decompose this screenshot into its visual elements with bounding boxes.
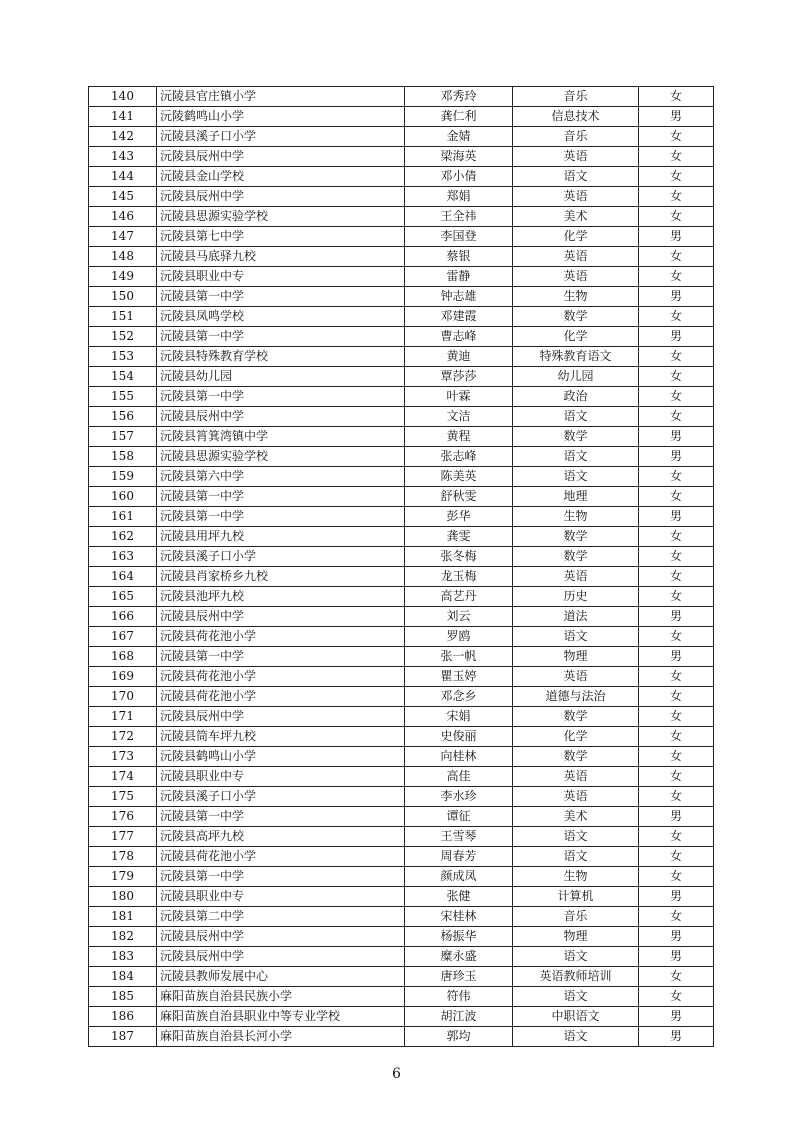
cell-gender: 女 — [639, 207, 714, 227]
cell-school: 沅陵县凤鸣学校 — [157, 307, 405, 327]
cell-subject: 化学 — [513, 727, 639, 747]
cell-gender: 女 — [639, 247, 714, 267]
cell-subject: 英语 — [513, 667, 639, 687]
cell-school: 沅陵县筒车坪九校 — [157, 727, 405, 747]
cell-gender: 女 — [639, 527, 714, 547]
table-row — [89, 147, 714, 167]
cell-gender: 女 — [639, 307, 714, 327]
cell-school: 沅陵县荷花池小学 — [157, 847, 405, 867]
cell-no: 150 — [89, 287, 157, 307]
cell-school: 沅陵县辰州中学 — [157, 707, 405, 727]
cell-no: 149 — [89, 267, 157, 287]
cell-school: 沅陵县肖家桥乡九校 — [157, 567, 405, 587]
cell-name: 杨振华 — [405, 927, 513, 947]
cell-gender: 女 — [639, 587, 714, 607]
table-row — [89, 727, 714, 747]
cell-no: 182 — [89, 927, 157, 947]
table-row — [89, 167, 714, 187]
cell-name: 龙玉梅 — [405, 567, 513, 587]
roster-table — [88, 86, 714, 1047]
cell-school: 沅陵县荷花池小学 — [157, 667, 405, 687]
cell-gender: 女 — [639, 187, 714, 207]
page-number: 6 — [392, 1066, 401, 1082]
cell-school: 沅陵县荷花池小学 — [157, 627, 405, 647]
cell-subject: 生物 — [513, 507, 639, 527]
cell-no: 166 — [89, 607, 157, 627]
cell-gender: 女 — [639, 147, 714, 167]
cell-subject: 政治 — [513, 387, 639, 407]
cell-gender: 男 — [639, 507, 714, 527]
table-row — [89, 1007, 714, 1027]
cell-gender: 女 — [639, 787, 714, 807]
table-row — [89, 867, 714, 887]
cell-no: 183 — [89, 947, 157, 967]
cell-name: 史俊丽 — [405, 727, 513, 747]
cell-name: 周春芳 — [405, 847, 513, 867]
table-row — [89, 887, 714, 907]
cell-school: 沅陵县思源实验学校 — [157, 207, 405, 227]
table-row — [89, 787, 714, 807]
cell-no: 144 — [89, 167, 157, 187]
cell-school: 沅陵县辰州中学 — [157, 607, 405, 627]
cell-no: 181 — [89, 907, 157, 927]
cell-gender: 男 — [639, 327, 714, 347]
cell-subject: 语文 — [513, 627, 639, 647]
cell-no: 141 — [89, 107, 157, 127]
cell-school: 沅陵县职业中专 — [157, 267, 405, 287]
cell-school: 沅陵县金山学校 — [157, 167, 405, 187]
cell-no: 142 — [89, 127, 157, 147]
cell-no: 171 — [89, 707, 157, 727]
cell-name: 高艺丹 — [405, 587, 513, 607]
cell-name: 谭征 — [405, 807, 513, 827]
cell-gender: 男 — [639, 607, 714, 627]
cell-name: 糜永盛 — [405, 947, 513, 967]
cell-subject: 幼儿园 — [513, 367, 639, 387]
cell-no: 165 — [89, 587, 157, 607]
cell-subject: 数学 — [513, 527, 639, 547]
cell-name: 曹志峰 — [405, 327, 513, 347]
cell-school: 沅陵县第一中学 — [157, 647, 405, 667]
cell-no: 148 — [89, 247, 157, 267]
cell-no: 162 — [89, 527, 157, 547]
cell-subject: 物理 — [513, 647, 639, 667]
table-row — [89, 827, 714, 847]
cell-gender: 女 — [639, 547, 714, 567]
cell-name: 舒秋雯 — [405, 487, 513, 507]
table-row — [89, 207, 714, 227]
cell-gender: 女 — [639, 727, 714, 747]
cell-school: 沅陵县马底驿九校 — [157, 247, 405, 267]
cell-subject: 语文 — [513, 167, 639, 187]
cell-school: 沅陵县思源实验学校 — [157, 447, 405, 467]
cell-no: 161 — [89, 507, 157, 527]
cell-name: 叶霖 — [405, 387, 513, 407]
cell-no: 173 — [89, 747, 157, 767]
cell-name: 王雪琴 — [405, 827, 513, 847]
cell-no: 146 — [89, 207, 157, 227]
table-row — [89, 547, 714, 567]
cell-name: 瞿玉婷 — [405, 667, 513, 687]
cell-school: 沅陵县辰州中学 — [157, 147, 405, 167]
cell-school: 麻阳苗族自治县民族小学 — [157, 987, 405, 1007]
cell-subject: 语文 — [513, 447, 639, 467]
cell-subject: 美术 — [513, 207, 639, 227]
cell-school: 麻阳苗族自治县长河小学 — [157, 1027, 405, 1047]
cell-gender: 女 — [639, 867, 714, 887]
cell-school: 沅陵县第一中学 — [157, 807, 405, 827]
table-row — [89, 287, 714, 307]
cell-no: 147 — [89, 227, 157, 247]
table-row — [89, 487, 714, 507]
cell-school: 沅陵县溪子口小学 — [157, 787, 405, 807]
table-row — [89, 907, 714, 927]
table-row — [89, 307, 714, 327]
cell-gender: 女 — [639, 407, 714, 427]
table-row — [89, 767, 714, 787]
cell-no: 167 — [89, 627, 157, 647]
cell-name: 向桂林 — [405, 747, 513, 767]
cell-gender: 女 — [639, 747, 714, 767]
cell-name: 李国登 — [405, 227, 513, 247]
cell-subject: 数学 — [513, 307, 639, 327]
cell-school: 麻阳苗族自治县职业中等专业学校 — [157, 1007, 405, 1027]
cell-name: 高佳 — [405, 767, 513, 787]
cell-no: 151 — [89, 307, 157, 327]
cell-name: 邓小倩 — [405, 167, 513, 187]
cell-name: 龚仁利 — [405, 107, 513, 127]
cell-no: 163 — [89, 547, 157, 567]
table-row — [89, 427, 714, 447]
cell-subject: 音乐 — [513, 907, 639, 927]
cell-subject: 生物 — [513, 867, 639, 887]
cell-no: 145 — [89, 187, 157, 207]
table-row — [89, 87, 714, 107]
cell-school: 沅陵县第一中学 — [157, 287, 405, 307]
cell-gender: 女 — [639, 167, 714, 187]
cell-no: 168 — [89, 647, 157, 667]
cell-name: 金婧 — [405, 127, 513, 147]
cell-subject: 历史 — [513, 587, 639, 607]
cell-school: 沅陵县特殊教育学校 — [157, 347, 405, 367]
table-row — [89, 367, 714, 387]
cell-gender: 女 — [639, 347, 714, 367]
cell-no: 155 — [89, 387, 157, 407]
table-row — [89, 987, 714, 1007]
table-row — [89, 327, 714, 347]
table-row — [89, 587, 714, 607]
cell-no: 153 — [89, 347, 157, 367]
cell-subject: 生物 — [513, 287, 639, 307]
cell-name: 邓建霞 — [405, 307, 513, 327]
cell-subject: 英语 — [513, 787, 639, 807]
table-row — [89, 227, 714, 247]
cell-subject: 化学 — [513, 327, 639, 347]
table-row — [89, 467, 714, 487]
cell-gender: 女 — [639, 767, 714, 787]
cell-no: 143 — [89, 147, 157, 167]
cell-no: 176 — [89, 807, 157, 827]
cell-gender: 女 — [639, 707, 714, 727]
cell-no: 156 — [89, 407, 157, 427]
cell-no: 159 — [89, 467, 157, 487]
cell-name: 邓念乡 — [405, 687, 513, 707]
cell-subject: 中职语文 — [513, 1007, 639, 1027]
table-row — [89, 527, 714, 547]
table-row — [89, 567, 714, 587]
cell-name: 张冬梅 — [405, 547, 513, 567]
cell-name: 文洁 — [405, 407, 513, 427]
table-row — [89, 107, 714, 127]
cell-subject: 特殊教育语文 — [513, 347, 639, 367]
cell-subject: 地理 — [513, 487, 639, 507]
cell-gender: 男 — [639, 647, 714, 667]
cell-gender: 男 — [639, 447, 714, 467]
cell-subject: 音乐 — [513, 87, 639, 107]
table-row — [89, 267, 714, 287]
cell-gender: 女 — [639, 987, 714, 1007]
cell-name: 蔡银 — [405, 247, 513, 267]
cell-subject: 化学 — [513, 227, 639, 247]
cell-name: 张一帆 — [405, 647, 513, 667]
cell-gender: 男 — [639, 807, 714, 827]
cell-name: 邓秀玲 — [405, 87, 513, 107]
cell-no: 164 — [89, 567, 157, 587]
cell-subject: 英语 — [513, 767, 639, 787]
table-row — [89, 607, 714, 627]
cell-subject: 语文 — [513, 407, 639, 427]
cell-name: 颜成凤 — [405, 867, 513, 887]
table-row — [89, 627, 714, 647]
cell-name: 张健 — [405, 887, 513, 907]
cell-name: 宋娟 — [405, 707, 513, 727]
cell-gender: 男 — [639, 107, 714, 127]
cell-gender: 女 — [639, 687, 714, 707]
cell-name: 龚雯 — [405, 527, 513, 547]
cell-subject: 英语教师培训 — [513, 967, 639, 987]
cell-gender: 女 — [639, 967, 714, 987]
cell-subject: 语文 — [513, 987, 639, 1007]
cell-subject: 数学 — [513, 427, 639, 447]
cell-school: 沅陵县第二中学 — [157, 907, 405, 927]
cell-school: 沅陵县第一中学 — [157, 487, 405, 507]
table-row — [89, 707, 714, 727]
cell-no: 157 — [89, 427, 157, 447]
cell-subject: 语文 — [513, 1027, 639, 1047]
cell-school: 沅陵县第一中学 — [157, 387, 405, 407]
cell-gender: 男 — [639, 287, 714, 307]
cell-name: 胡江波 — [405, 1007, 513, 1027]
cell-school: 沅陵县辰州中学 — [157, 947, 405, 967]
table-row — [89, 947, 714, 967]
cell-gender: 女 — [639, 387, 714, 407]
table-row — [89, 967, 714, 987]
cell-school: 沅陵县溪子口小学 — [157, 547, 405, 567]
cell-subject: 英语 — [513, 247, 639, 267]
cell-no: 186 — [89, 1007, 157, 1027]
cell-subject: 语文 — [513, 467, 639, 487]
cell-school: 沅陵县第一中学 — [157, 327, 405, 347]
cell-name: 黄程 — [405, 427, 513, 447]
cell-no: 152 — [89, 327, 157, 347]
cell-gender: 女 — [639, 367, 714, 387]
cell-subject: 道德与法治 — [513, 687, 639, 707]
cell-name: 李水珍 — [405, 787, 513, 807]
cell-gender: 女 — [639, 827, 714, 847]
cell-name: 黄迪 — [405, 347, 513, 367]
cell-name: 彭华 — [405, 507, 513, 527]
cell-school: 沅陵县职业中专 — [157, 767, 405, 787]
cell-no: 187 — [89, 1027, 157, 1047]
cell-school: 沅陵县第七中学 — [157, 227, 405, 247]
cell-subject: 道法 — [513, 607, 639, 627]
table-row — [89, 127, 714, 147]
cell-no: 175 — [89, 787, 157, 807]
cell-name: 覃莎莎 — [405, 367, 513, 387]
cell-school: 沅陵县辰州中学 — [157, 187, 405, 207]
cell-gender: 女 — [639, 907, 714, 927]
cell-name: 符伟 — [405, 987, 513, 1007]
cell-school: 沅陵县官庄镇小学 — [157, 87, 405, 107]
cell-subject: 信息技术 — [513, 107, 639, 127]
cell-gender: 女 — [639, 127, 714, 147]
cell-subject: 美术 — [513, 807, 639, 827]
cell-subject: 数学 — [513, 747, 639, 767]
cell-no: 184 — [89, 967, 157, 987]
cell-name: 陈美英 — [405, 467, 513, 487]
cell-subject: 英语 — [513, 147, 639, 167]
table-row — [89, 747, 714, 767]
cell-name: 宋桂林 — [405, 907, 513, 927]
cell-no: 174 — [89, 767, 157, 787]
cell-subject: 数学 — [513, 707, 639, 727]
cell-gender: 女 — [639, 467, 714, 487]
cell-school: 沅陵县辰州中学 — [157, 927, 405, 947]
cell-gender: 男 — [639, 227, 714, 247]
cell-no: 140 — [89, 87, 157, 107]
cell-gender: 男 — [639, 927, 714, 947]
table-row — [89, 187, 714, 207]
cell-subject: 语文 — [513, 827, 639, 847]
roster-table-body — [89, 87, 714, 1047]
table-row — [89, 507, 714, 527]
cell-name: 王全祎 — [405, 207, 513, 227]
cell-gender: 男 — [639, 1007, 714, 1027]
cell-subject: 英语 — [513, 567, 639, 587]
table-row — [89, 847, 714, 867]
cell-school: 沅陵县鹤鸣山小学 — [157, 747, 405, 767]
cell-no: 160 — [89, 487, 157, 507]
cell-gender: 女 — [639, 487, 714, 507]
table-row — [89, 347, 714, 367]
cell-no: 180 — [89, 887, 157, 907]
cell-no: 158 — [89, 447, 157, 467]
cell-gender: 男 — [639, 947, 714, 967]
cell-school: 沅陵县溪子口小学 — [157, 127, 405, 147]
cell-gender: 女 — [639, 267, 714, 287]
cell-subject: 语文 — [513, 947, 639, 967]
table-row — [89, 1027, 714, 1047]
cell-subject: 物理 — [513, 927, 639, 947]
cell-name: 雷静 — [405, 267, 513, 287]
table-row — [89, 387, 714, 407]
table-row — [89, 667, 714, 687]
cell-no: 178 — [89, 847, 157, 867]
cell-gender: 男 — [639, 887, 714, 907]
cell-school: 沅陵县池坪九校 — [157, 587, 405, 607]
cell-gender: 女 — [639, 87, 714, 107]
cell-gender: 女 — [639, 847, 714, 867]
cell-school: 沅陵县第一中学 — [157, 507, 405, 527]
cell-school: 沅陵县用坪九校 — [157, 527, 405, 547]
cell-subject: 英语 — [513, 187, 639, 207]
table-row — [89, 447, 714, 467]
cell-no: 185 — [89, 987, 157, 1007]
cell-school: 沅陵县职业中专 — [157, 887, 405, 907]
cell-school: 沅陵县辰州中学 — [157, 407, 405, 427]
cell-no: 169 — [89, 667, 157, 687]
cell-name: 梁海英 — [405, 147, 513, 167]
cell-gender: 女 — [639, 667, 714, 687]
cell-school: 沅陵县幼儿园 — [157, 367, 405, 387]
table-row — [89, 687, 714, 707]
cell-gender: 女 — [639, 627, 714, 647]
cell-school: 沅陵县高坪九校 — [157, 827, 405, 847]
cell-subject: 音乐 — [513, 127, 639, 147]
table-row — [89, 927, 714, 947]
cell-gender: 男 — [639, 1027, 714, 1047]
cell-school: 沅陵县第六中学 — [157, 467, 405, 487]
table-row — [89, 247, 714, 267]
cell-no: 154 — [89, 367, 157, 387]
cell-school: 沅陵县筲箕湾镇中学 — [157, 427, 405, 447]
cell-no: 177 — [89, 827, 157, 847]
cell-no: 172 — [89, 727, 157, 747]
cell-school: 沅陵县第一中学 — [157, 867, 405, 887]
cell-subject: 计算机 — [513, 887, 639, 907]
cell-school: 沅陵县荷花池小学 — [157, 687, 405, 707]
table-row — [89, 807, 714, 827]
cell-name: 郑娟 — [405, 187, 513, 207]
cell-gender: 女 — [639, 567, 714, 587]
cell-no: 179 — [89, 867, 157, 887]
cell-subject: 英语 — [513, 267, 639, 287]
cell-name: 郭均 — [405, 1027, 513, 1047]
cell-name: 钟志雄 — [405, 287, 513, 307]
cell-name: 张志峰 — [405, 447, 513, 467]
cell-subject: 数学 — [513, 547, 639, 567]
table-row — [89, 647, 714, 667]
cell-name: 唐珍玉 — [405, 967, 513, 987]
cell-school: 沅陵鹤鸣山小学 — [157, 107, 405, 127]
cell-subject: 语文 — [513, 847, 639, 867]
cell-gender: 男 — [639, 427, 714, 447]
cell-name: 罗鸥 — [405, 627, 513, 647]
cell-name: 刘云 — [405, 607, 513, 627]
table-row — [89, 407, 714, 427]
cell-school: 沅陵县教师发展中心 — [157, 967, 405, 987]
cell-no: 170 — [89, 687, 157, 707]
